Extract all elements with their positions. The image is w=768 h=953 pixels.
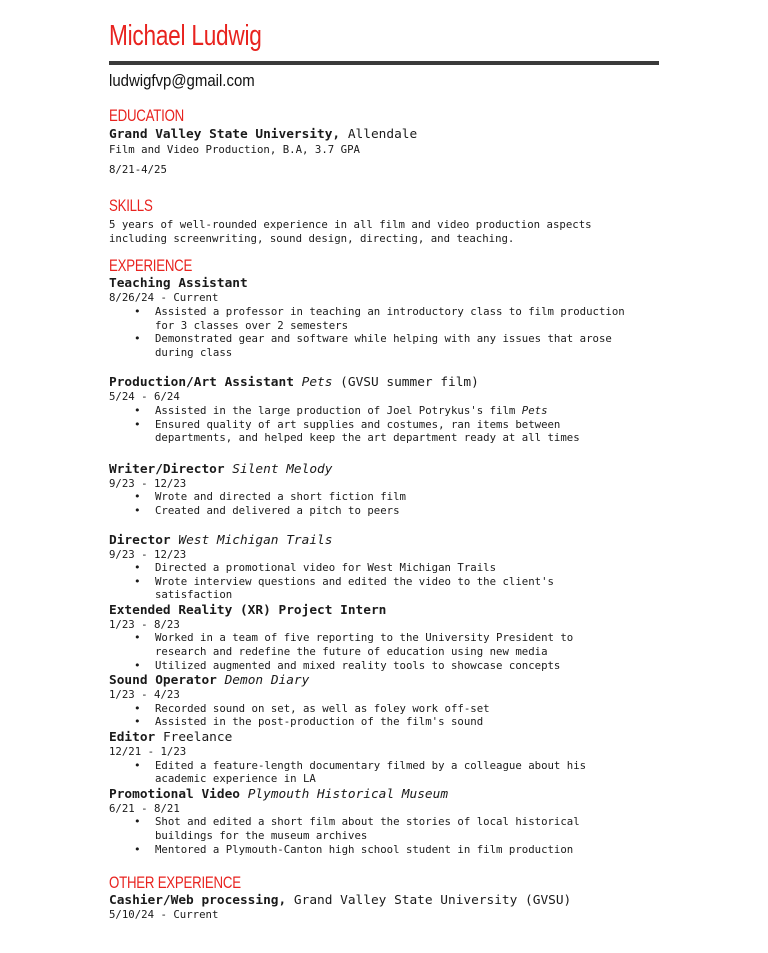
- bullet-item: • Utilized augmented and mixed reality tools to showcase concepts: [134, 659, 661, 673]
- job-heading: [109, 787, 661, 802]
- job-heading: [109, 276, 661, 291]
- other-experience-title: OTHER EXPERIENCE: [109, 873, 241, 893]
- job-role: Teaching Assistant: [109, 276, 248, 292]
- bullet-item: • Mentored a Plymouth-Canton high school student in film production: [134, 843, 661, 857]
- job-entry: [109, 673, 661, 729]
- resume-page: [109, 20, 661, 922]
- job-project: Silent Melody: [232, 461, 333, 477]
- bullet-item: • Shot and edited a short film about the stories of local historical buildings for the museum archives: [134, 815, 661, 842]
- bullet-item: • Created and delivered a pitch to peers: [134, 504, 661, 518]
- job-project: Pets: [301, 375, 333, 391]
- degree: Film and Video Production, B.A, 3.7 GPA: [109, 143, 360, 156]
- job-entry: [109, 462, 661, 518]
- job-bullets: [109, 702, 661, 729]
- other-org: Grand Valley State University (GVSU): [286, 893, 572, 909]
- job-dates: 9/23 - 12/23: [109, 547, 187, 561]
- bullet-item: • Assisted in the post-production of the film's sound: [134, 715, 661, 729]
- school-location: Allendale: [340, 127, 418, 142]
- job-project: Plymouth Historical Museum: [247, 786, 449, 802]
- bullet-item: [134, 404, 661, 418]
- skills-section: [109, 196, 661, 245]
- job-dates: 6/21 - 8/21: [109, 801, 180, 815]
- job-bullets: [109, 305, 661, 359]
- other-experience-section: [109, 873, 661, 922]
- education-dates: 8/21-4/25: [109, 162, 167, 176]
- job-heading: [109, 673, 661, 688]
- job-heading: [109, 603, 661, 618]
- job-role: Sound Operator: [109, 673, 217, 689]
- header-divider: [109, 61, 659, 65]
- job-bullets: [109, 759, 661, 786]
- education-section: [109, 106, 661, 176]
- job-dates: 1/23 - 8/23: [109, 617, 180, 631]
- bullet-item: • Directed a promotional video for West Michigan Trails: [134, 561, 661, 575]
- job-dates: 9/23 - 12/23: [109, 476, 187, 490]
- job-project: Demon Diary: [224, 673, 310, 689]
- job-entry: [109, 730, 661, 786]
- job-role: Editor: [109, 730, 156, 746]
- job-role: Production/Art Assistant: [109, 375, 294, 391]
- job-bullets: [109, 404, 661, 445]
- job-extra: (GVSU summer film): [332, 375, 479, 391]
- bullet-item: • Wrote and directed a short fiction film: [134, 490, 661, 504]
- skills-text: 5 years of well-rounded experience in all film and video production aspects including screenwriting, sound design, directing, and teaching.: [109, 218, 592, 245]
- job-entry: [109, 533, 661, 602]
- experience-title: EXPERIENCE: [109, 256, 193, 276]
- job-project: West Michigan Trails: [178, 532, 333, 548]
- candidate-name: Michael Ludwig: [109, 20, 262, 52]
- job-heading: [109, 533, 661, 548]
- email-address: ludwigfvp@gmail.com: [109, 71, 255, 90]
- education-title: EDUCATION: [109, 106, 185, 125]
- job-bullets: [109, 815, 661, 856]
- job-heading: [109, 730, 661, 745]
- bullet-text: Assisted in the large production of Joel Potrykus's film: [155, 403, 522, 417]
- job-dates: 1/23 - 4/23: [109, 688, 180, 702]
- job-entry: [109, 276, 661, 359]
- job-heading: [109, 462, 661, 477]
- job-role: Promotional Video: [109, 786, 240, 802]
- job-entry: [109, 375, 661, 444]
- job-bullets: [109, 561, 661, 602]
- job-role: Extended Reality (XR) Project Intern: [109, 602, 387, 618]
- school-name: Grand Valley State University,: [109, 127, 341, 142]
- bullet-item: • Wrote interview questions and edited the video to the client's satisfaction: [134, 575, 661, 602]
- bullet-item: • Edited a feature-length documentary filmed by a colleague about his academic experience in LA: [134, 759, 661, 786]
- job-role: Writer/Director: [109, 461, 225, 477]
- skills-title: SKILLS: [109, 196, 153, 216]
- job-heading: [109, 375, 661, 390]
- education-school-line: [109, 127, 661, 142]
- job-dates: 5/24 - 6/24: [109, 390, 180, 404]
- job-bullets: [109, 490, 661, 517]
- bullet-item: • Demonstrated gear and software while helping with any issues that arose during class: [134, 332, 661, 359]
- bullet-item: • Recorded sound on set, as well as foley work off-set: [134, 702, 661, 716]
- experience-section: [109, 256, 661, 856]
- job-entry: [109, 787, 661, 856]
- bullet-item: • Assisted a professor in teaching an introductory class to film production for 3 classes over 2 semesters: [134, 305, 661, 332]
- bullet-item: • Worked in a team of five reporting to the University President to research and redefine the future of education using new media: [134, 631, 661, 658]
- job-dates: 8/26/24 - Current: [109, 291, 219, 305]
- job-bullets: [109, 631, 661, 672]
- other-heading: [109, 893, 661, 908]
- job-role: Director: [109, 532, 171, 548]
- job-dates: 12/21 - 1/23: [109, 745, 187, 759]
- bullet-item: • Ensured quality of art supplies and costumes, ran items between departments, and helped keep the art department ready at all times: [134, 418, 661, 445]
- job-entry: [109, 603, 661, 672]
- other-dates: 5/10/24 - Current: [109, 908, 219, 922]
- bullet-italic-text: Pets: [521, 403, 548, 417]
- other-role: Cashier/Web processing,: [109, 893, 287, 909]
- job-extra: Freelance: [155, 730, 233, 746]
